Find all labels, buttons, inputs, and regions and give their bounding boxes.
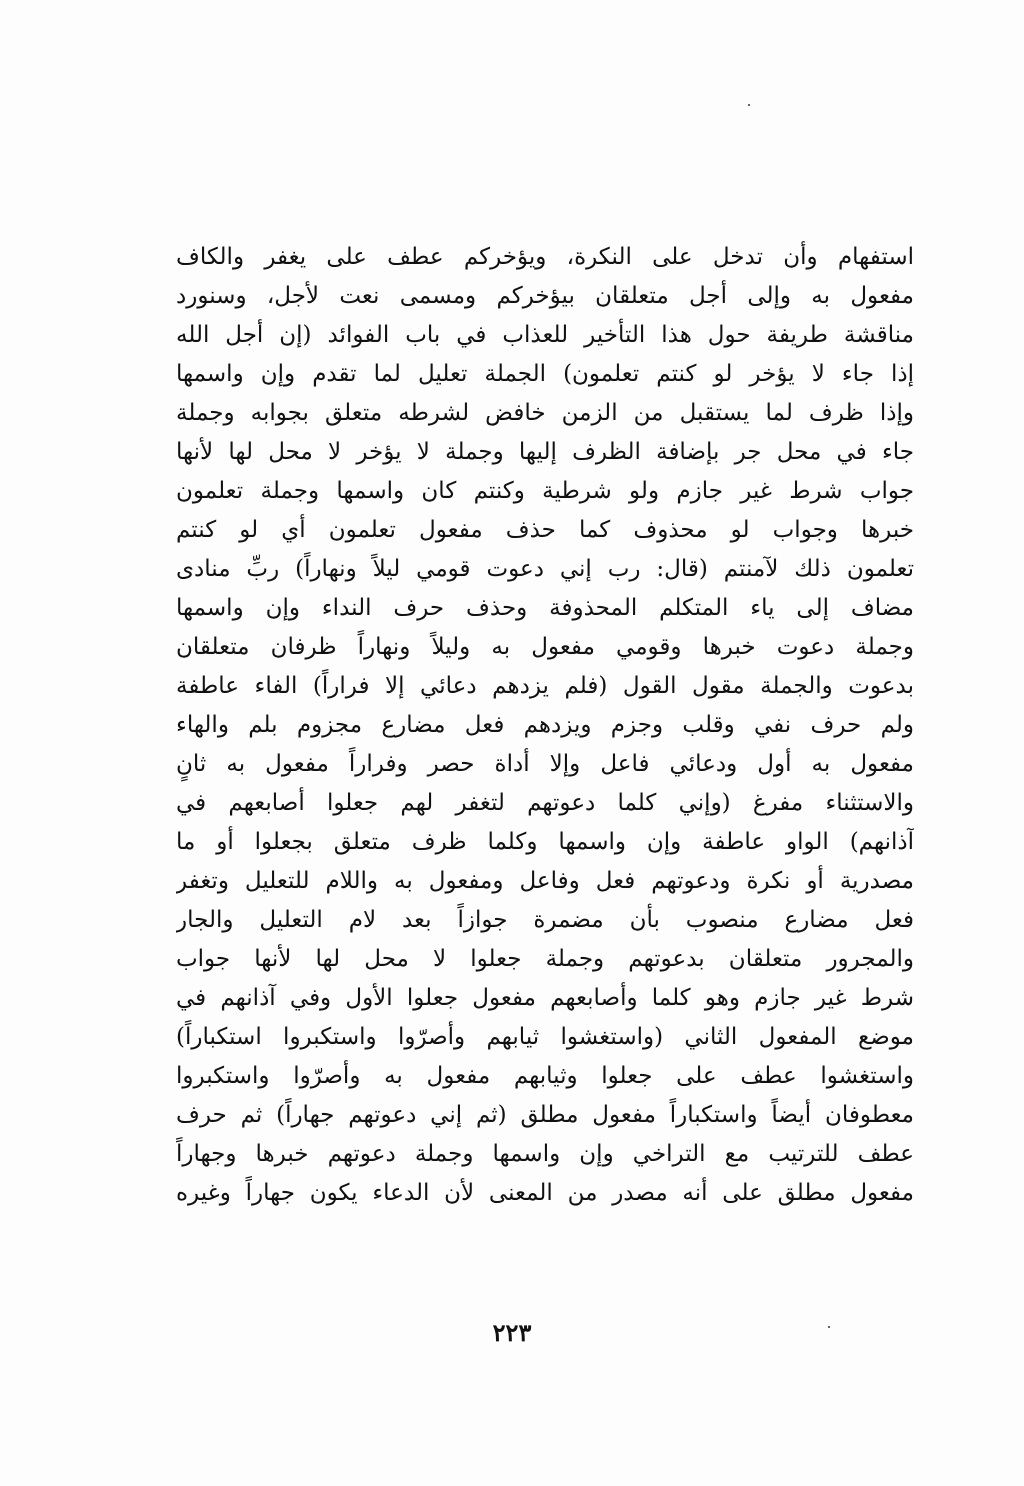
body-text [176,238,914,1213]
text-line: مفعول به وإلى أجل متعلقان بيؤخركم ومسمى نعت لأجل، وسنورد [176,283,914,309]
scan-speck [828,1326,830,1328]
text-line: استفهام وأن تدخل على النكرة، ويؤخركم عطف على يغفر والكاف [176,244,914,270]
page-number: ٢٢٣ [492,1318,532,1347]
text-line: ولم حرف نفي وقلب وجزم ويزدهم فعل مضارع مجزوم بلم والهاء [176,712,914,738]
text-line: إذا جاء لا يؤخر لو كنتم تعلمون) الجملة تعليل لما تقدم وإن واسمها [176,361,914,387]
text-line: مفعول به أول ودعائي فاعل وإلا أداة حصر وفراراً مفعول به ثانٍ [176,751,914,777]
text-line: جواب شرط غير جازم ولو شرطية وكنتم كان واسمها وجملة تعلمون [176,478,914,504]
text-line: مفعول مطلق على أنه مصدر من المعنى لأن الدعاء يكون جهاراً وغيره [176,1180,914,1206]
text-line: وإذا ظرف لما يستقبل من الزمن خافض لشرطه متعلق بجوابه وجملة [176,400,914,426]
text-line: شرط غير جازم وهو كلما وأصابعهم مفعول جعلوا الأول وفي آذانهم في [176,985,914,1011]
text-line: مصدرية أو نكرة ودعوتهم فعل وفاعل ومفعول به واللام للتعليل وتغفر [176,868,914,894]
text-line: مناقشة طريفة حول هذا التأخير للعذاب في باب الفوائد (إن أجل الله [176,322,914,348]
text-line: آذانهم) الواو عاطفة وإن واسمها وكلما ظرف متعلق بجعلوا أو ما [176,829,914,855]
text-line: عطف للترتيب مع التراخي وإن واسمها وجملة دعوتهم خبرها وجهاراً [176,1141,914,1167]
text-line: والاستثناء مفرغ (وإني كلما دعوتهم لتغفر لهم جعلوا أصابعهم في [176,790,914,816]
text-line: موضع المفعول الثاني (واستغشوا ثيابهم وأصرّوا واستكبروا استكباراً) [176,1024,914,1050]
text-line: وجملة دعوت خبرها وقومي مفعول به وليلاً ونهاراً ظرفان متعلقان [176,634,914,660]
text-line: معطوفان أيضاً واستكباراً مفعول مطلق (ثم إني دعوتهم جهاراً) ثم حرف [176,1102,914,1128]
text-line: واستغشوا عطف على جعلوا وثيابهم مفعول به وأصرّوا واستكبروا [176,1063,914,1089]
text-line: فعل مضارع منصوب بأن مضمرة جوازاً بعد لام التعليل والجار [176,907,914,933]
text-line: جاء في محل جر بإضافة الظرف إليها وجملة لا يؤخر لا محل لها لأنها [176,439,914,465]
text-line: بدعوت والجملة مقول القول (فلم يزدهم دعائي إلا فراراً) الفاء عاطفة [176,673,914,699]
text-line: خبرها وجواب لو محذوف كما حذف مفعول تعلمون أي لو كنتم [176,517,914,543]
text-line: تعلمون ذلك لآمنتم (قال: رب إني دعوت قومي ليلاً ونهاراً) ربِّ منادى [176,556,914,582]
text-line: والمجرور متعلقان بدعوتهم وجملة جعلوا لا محل لها لأنها جواب [176,946,914,972]
text-line: مضاف إلى ياء المتكلم المحذوفة وحذف حرف النداء وإن واسمها [176,595,914,621]
scan-speck [748,104,750,106]
